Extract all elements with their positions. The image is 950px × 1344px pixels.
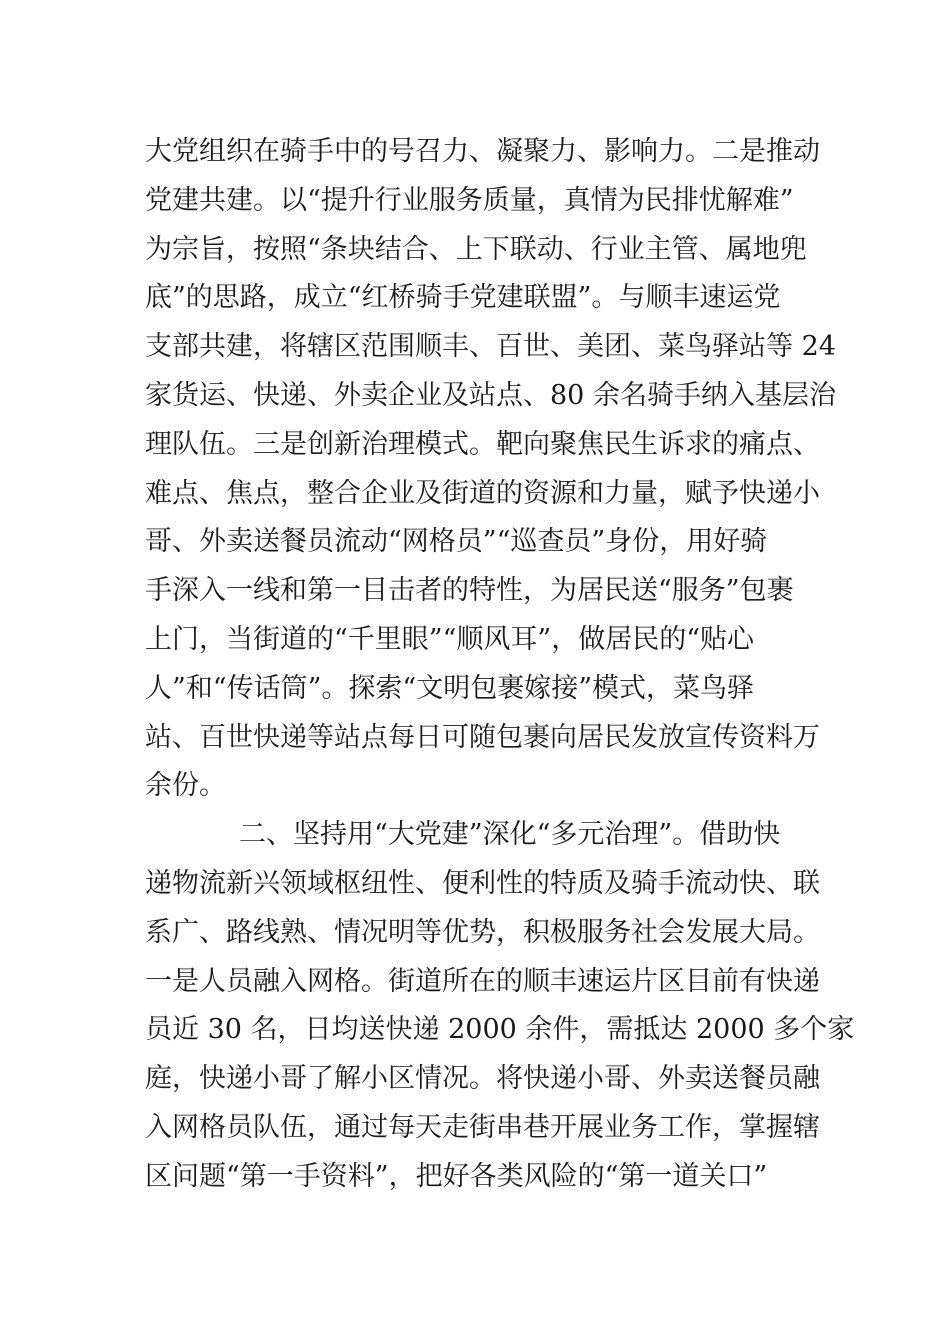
- text-line: 为宗旨，按照“条块结合、上下联动、行业主管、属地兜: [145, 233, 807, 265]
- text-line: 上门，当街道的“千里眼”“顺风耳”，做居民的“贴心: [145, 623, 755, 655]
- text-line: 难点、焦点，整合企业及街道的资源和力量，赋予快递小: [145, 477, 820, 509]
- text-line: 一是人员融入网格。街道所在的顺丰速运片区目前有快递: [145, 965, 820, 997]
- text-line: 余份。: [145, 770, 226, 802]
- text-line: 站、百世快递等站点每日可随包裹向居民发放宣传资料万: [145, 721, 820, 753]
- text-line: 系广、路线熟、情况明等优势，积极服务社会发展大局。: [145, 916, 820, 948]
- text-line: 底”的思路，成立“红桥骑手党建联盟”。与顺丰速运党: [145, 282, 781, 314]
- text-line: 员近 30 名，日均送快递 2000 余件，需抵达 2000 多个家: [145, 1014, 855, 1046]
- text-line: 人”和“传话筒”。探索“文明包裹嫁接”模式，菜鸟驿: [145, 672, 755, 704]
- text-line: 递物流新兴领域枢纽性、便利性的特质及骑手流动快、联: [145, 867, 820, 899]
- section-heading-line: 二、坚持用“大党建”深化“多元治理”。借助快: [239, 819, 781, 851]
- text-line: 大党组织在骑手中的号召力、凝聚力、影响力。二是推动: [145, 136, 820, 167]
- text-line: 理队伍。三是创新治理模式。靶向聚焦民生诉求的痛点、: [145, 428, 820, 460]
- text-line: 哥、外卖送餐员流动“网格员”“巡查员”身份，用好骑: [145, 526, 768, 558]
- text-line: 家货运、快递、外卖企业及站点、80 余名骑手纳入基层治: [145, 379, 836, 411]
- body-text: [145, 128, 855, 1202]
- text-line: 庭，快递小哥了解小区情况。将快递小哥、外卖送餐员融: [145, 1063, 820, 1095]
- text-line: 支部共建，将辖区范围顺丰、百世、美团、菜鸟驿站等 24: [145, 331, 836, 363]
- text-line: 党建共建。以“提升行业服务质量，真情为民排忧解难”: [145, 184, 794, 216]
- text-line: 入网格员队伍，通过每天走街串巷开展业务工作，掌握辖: [145, 1111, 820, 1143]
- text-line: 区问题“第一手资料”，把好各类风险的“第一道关口”: [145, 1160, 768, 1192]
- text-line: 手深入一线和第一目击者的特性，为居民送“服务”包裹: [145, 575, 794, 607]
